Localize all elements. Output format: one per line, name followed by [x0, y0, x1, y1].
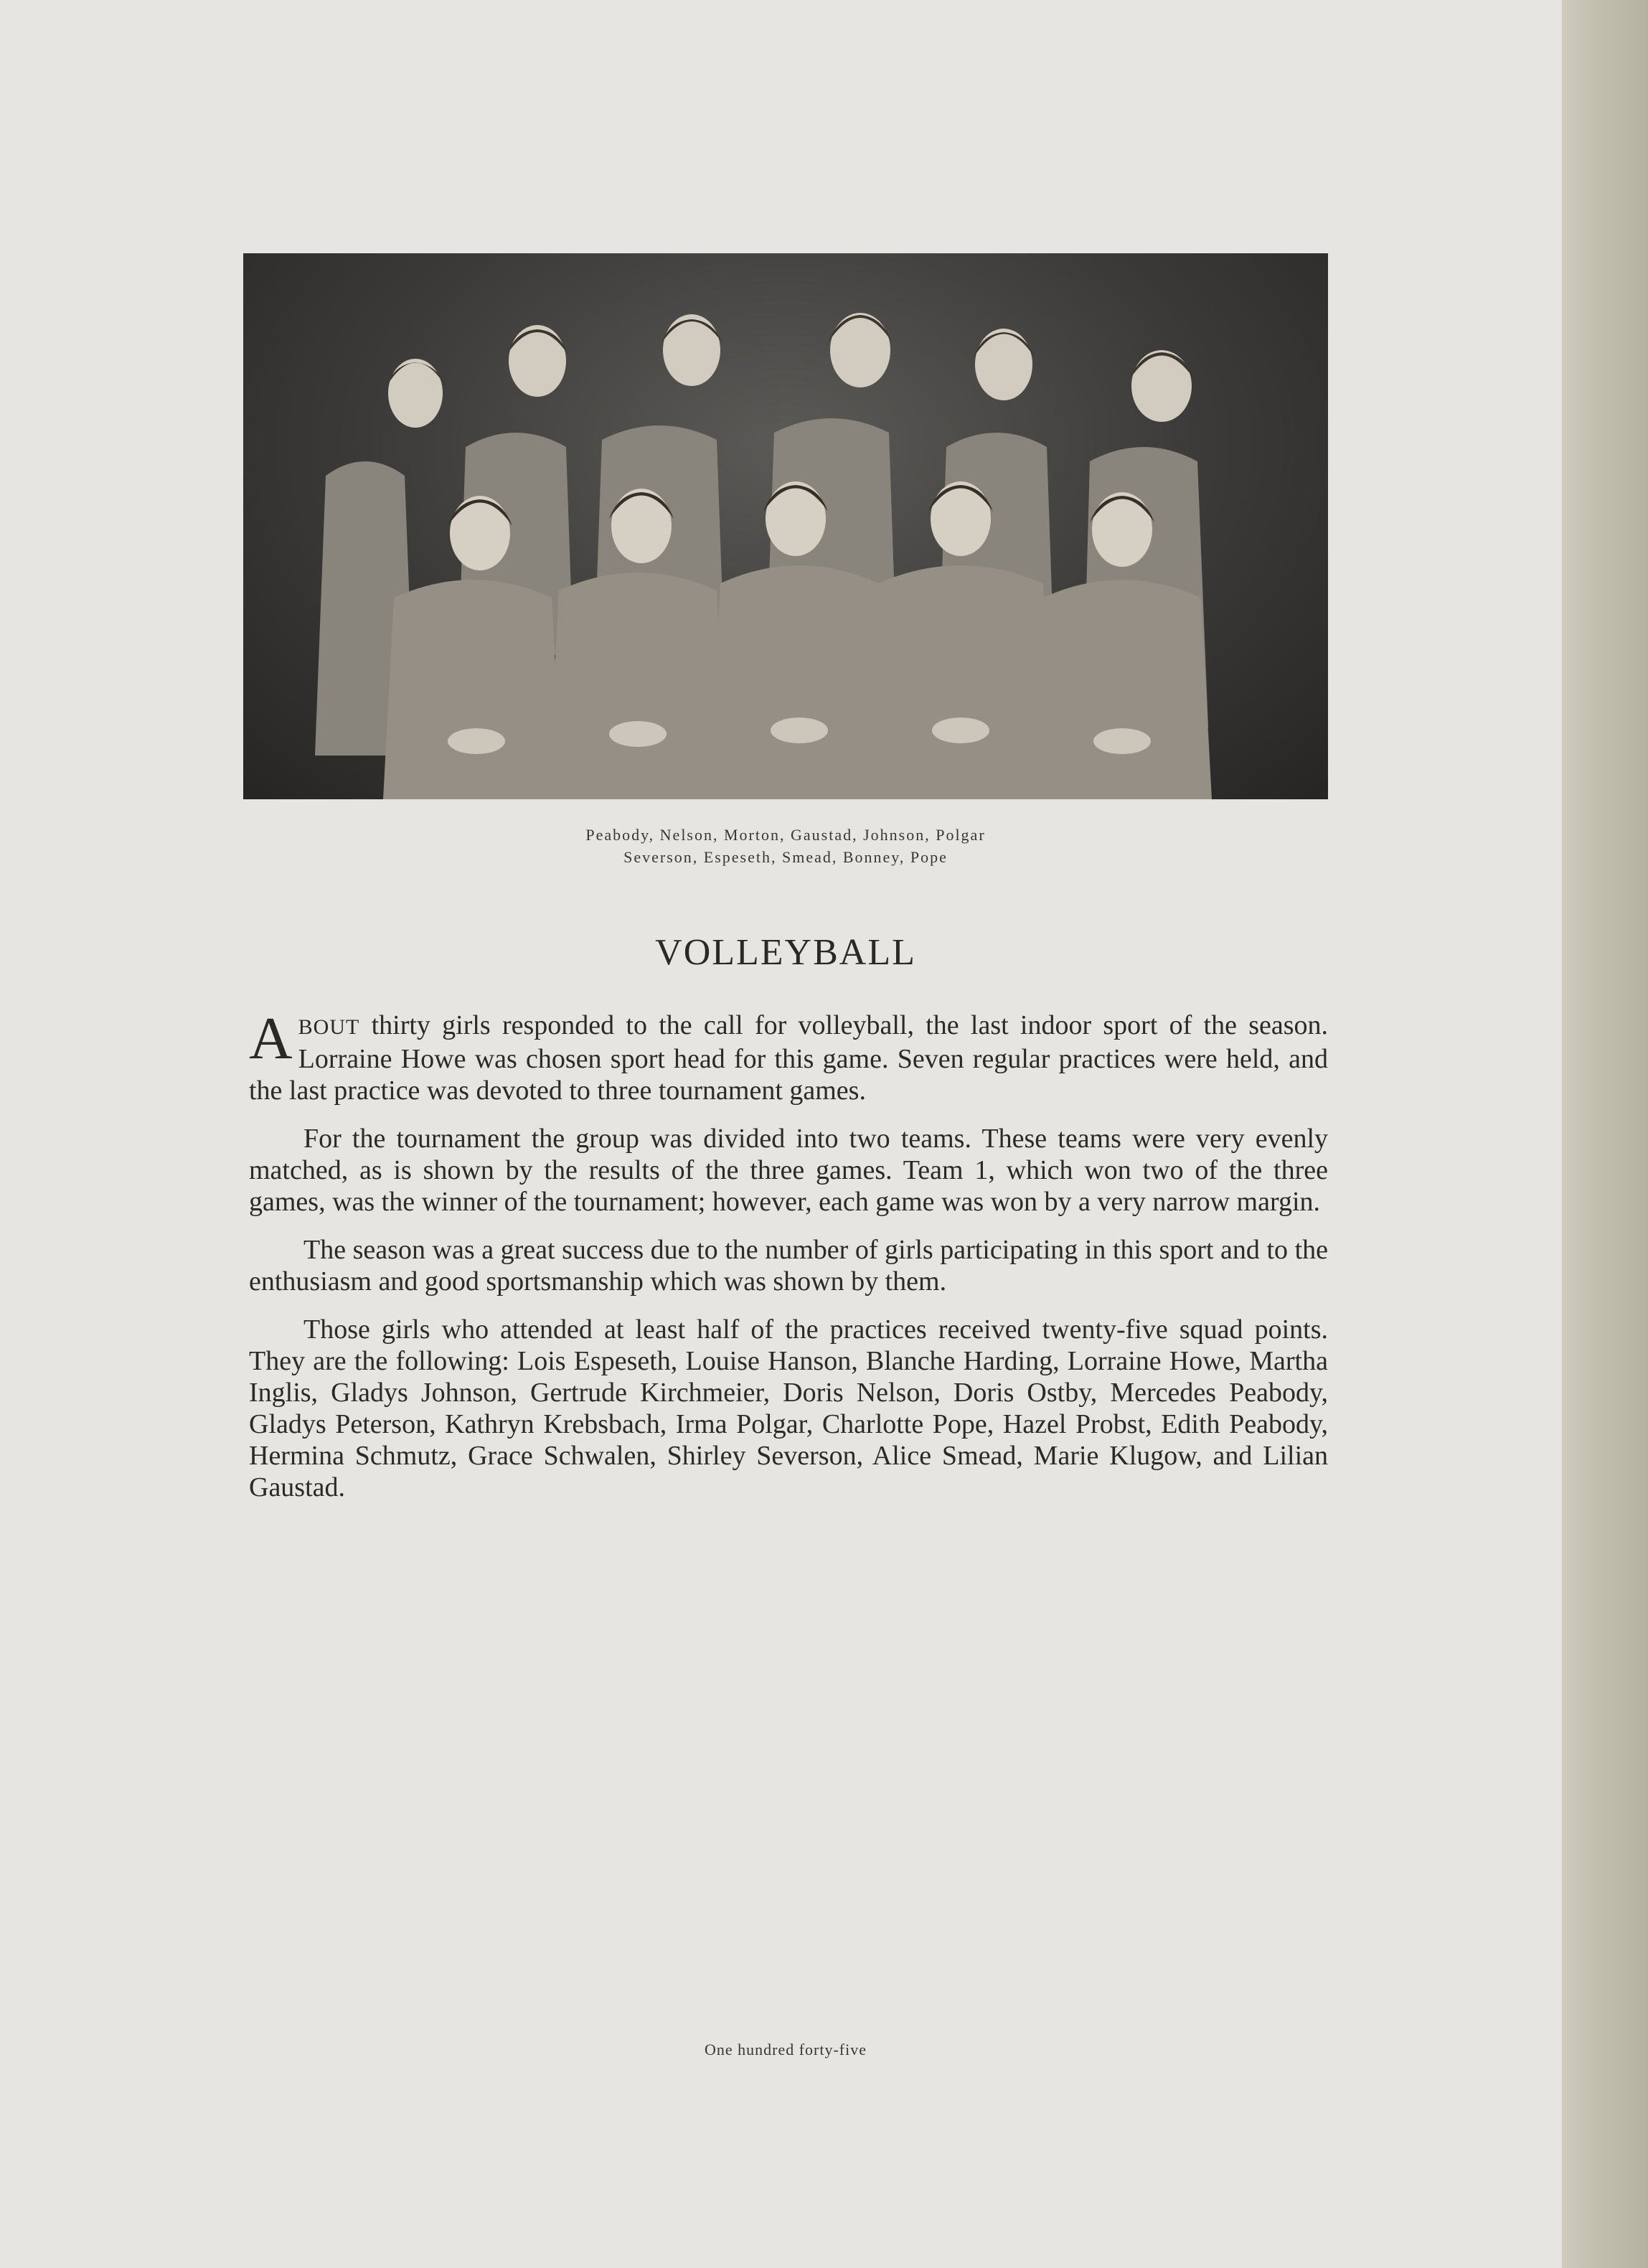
opening-small-caps: BOUT: [298, 1015, 360, 1039]
paragraph-2: For the tournament the group was divided into two teams. These teams were very evenly matched, as is shown by the results of the three games. Team 1, which won two of the three games, was the winner of the tournament; however, each game was won by a very narrow margin.: [249, 1124, 1328, 1217]
page-title: VOLLEYBALL: [655, 932, 916, 973]
paragraph-1: [249, 1005, 1328, 1106]
drop-cap: A: [249, 1005, 293, 1072]
page-number: One hundred forty-five: [704, 2041, 867, 2058]
article-body: [249, 1005, 1328, 1520]
caption-line-2: Severson, Espeseth, Smead, Bonney, Pope: [623, 848, 948, 866]
adjacent-page-edge: [1562, 0, 1648, 2268]
photo-caption: [243, 824, 1328, 868]
paragraph-4: Those girls who attended at least half of the practices received twenty-five squad points. They are the following: Lois Espeseth, Louise Hanson, Blanche Harding, Lorraine Howe, Martha Inglis, Gladys Johnson, Gertrude Kirchmeier, Doris Nelson, Doris Ostby, Mercedes Peabody, Gladys Peterson, Kathryn Krebsbach, Irma Polgar, Charlotte Pope, Hazel Probst, Edith Peabody, Hermina Schmutz, Grace Schwalen, Shirley Severson, Alice Smead, Marie Klugow, and Lilian Gaustad.: [249, 1314, 1328, 1502]
team-photo: [243, 253, 1328, 799]
team-photo-illustration: [243, 253, 1328, 799]
paragraph-1-text: thirty girls responded to the call for volleyball, the last indoor sport of the season. Lorraine Howe was chosen sport head for this game. Seven regular practices were held, and the last practice was devoted to three tournament games.: [249, 1010, 1328, 1106]
caption-line-1: Peabody, Nelson, Morton, Gaustad, Johnson, Polgar: [585, 826, 986, 844]
paragraph-3: The season was a great success due to the number of girls participating in this sport and to the enthusiasm and good sportsmanship which was shown by them.: [249, 1235, 1328, 1297]
